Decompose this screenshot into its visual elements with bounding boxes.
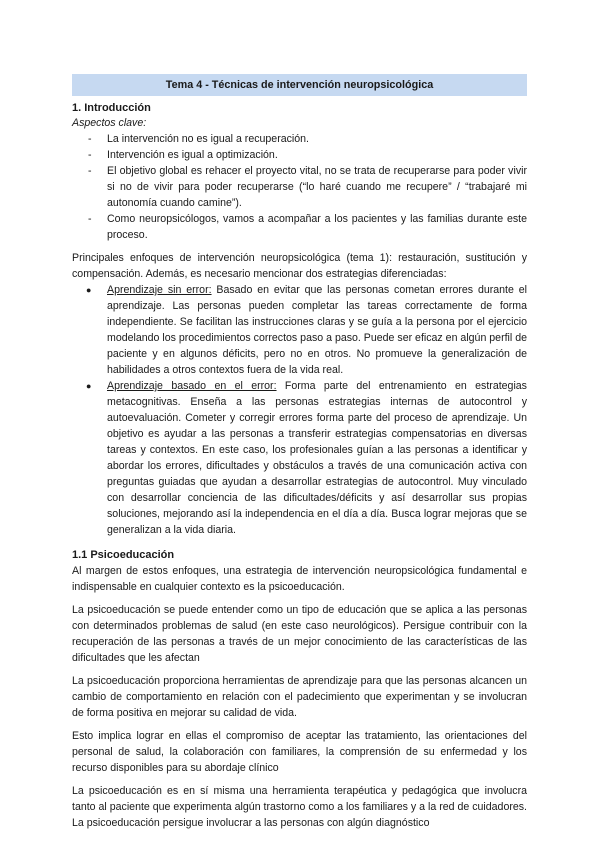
dash-marker: - xyxy=(88,133,92,145)
list-item xyxy=(86,282,528,378)
paragraph: Esto implica lograr en ellas el compromiso de aceptar las tratamiento, las orientaciones del personal de salud, la colaboración con familiares, la comprensión de su enfermedad y los recurso disponibles para su abordaje clínico xyxy=(72,730,527,774)
bullet-marker: ● xyxy=(86,381,92,391)
list-item-text: La intervención no es igual a recuperación. xyxy=(107,133,310,145)
strategy-term: Aprendizaje basado en el error: xyxy=(107,380,277,392)
strategy-text: Forma parte del entrenamiento en estrategias metacognitivas. Enseña a las personas estrategias internas de autocontrol y autoevaluación. Cometer y corregir errores forma parte del proceso de aprendizaje. Un objetivo es ayudar a las personas a transferir estrategias compensatorias en diversas tareas y contextos. En este caso, los profesionales guían a las personas a identificar y abordar los errores, dificultades y obstáculos a través de una comunicación activa con preguntas guiadas que ayudan a desarrollar estrategias de autocontrol. Muy vinculado con desarrollar conciencia de las dificultades/déficits y así desarrollar sus propias soluciones, mejorando así la independencia en el día a día. Busca lograr mejoras que se generalizan a la vida diaria. xyxy=(107,380,527,536)
bullet-marker: ● xyxy=(86,285,92,295)
section-heading-introduccion: 1. Introducción xyxy=(72,102,151,114)
list-item-text: Intervención es igual a optimización. xyxy=(107,149,278,161)
document-page xyxy=(72,74,527,831)
section-heading-psicoeducacion: 1.1 Psicoeducación xyxy=(72,549,175,561)
subheading-aspectos-clave: Aspectos clave: xyxy=(72,117,147,129)
intro-paragraph: Principales enfoques de intervención neuropsicológica (tema 1): restauración, sustitución y compensación. Además, es necesario mencionar dos estrategias diferenciadas: xyxy=(72,252,527,280)
strategies-list xyxy=(72,282,527,538)
paragraph: Al margen de estos enfoques, una estrategia de intervención neuropsicológica fundamental e indispensable en cualquier contexto es la psicoeducación. xyxy=(72,565,527,593)
list-item-text: Como neuropsicólogos, vamos a acompañar a los pacientes y las familias durante este proceso. xyxy=(107,213,527,241)
paragraph: La psicoeducación es en sí misma una herramienta terapéutica y pedagógica que involucra tanto al paciente que experimenta algún trastorno como a los familiares y a la red de cuidadores. La psicoeducación persigue involucrar a las personas con algún diagnóstico xyxy=(72,785,527,829)
list-item xyxy=(88,131,527,147)
strategy-term: Aprendizaje sin error: xyxy=(107,284,212,296)
list-item-text: El objetivo global es rehacer el proyecto vital, no se trata de recuperarse para poder vivir si no de vivir para poder recuperarse (“lo haré cuando me recupere” / “trabajaré mi autonomía cuando camine”). xyxy=(107,165,527,209)
list-item xyxy=(86,378,527,538)
document-title: Tema 4 - Técnicas de intervención neuropsicológica xyxy=(72,74,527,96)
dash-marker: - xyxy=(88,213,92,225)
dash-marker: - xyxy=(88,165,92,177)
list-item xyxy=(88,147,527,163)
strategy-text: Basado en evitar que las personas cometan errores durante el aprendizaje. Las personas pueden completar las tareas correctamente de forma independiente. Se facilitan las instrucciones claras y se guía a la persona por el ejercicio modelando los procedimientos correctos paso a paso. Puede ser eficaz en algún perfil de paciente y en algunos déficits, pero no en otros. No promueve la generalización de habilidades a otros contextos fuera de la vida real. xyxy=(107,284,528,376)
dash-marker: - xyxy=(88,149,92,161)
paragraph: La psicoeducación proporciona herramientas de aprendizaje para que las personas alcancen un cambio de comportamiento en relación con el padecimiento que experimentan y se involucran de forma positiva en mejorar su calidad de vida. xyxy=(72,675,527,719)
paragraph: La psicoeducación se puede entender como un tipo de educación que se aplica a las personas con determinados problemas de salud (en este caso neurológicos). Persigue contribuir con la recuperación de las personas a través de un mejor conocimiento de las características de las dificultades que les afectan xyxy=(72,604,527,664)
key-aspects-list xyxy=(72,131,527,243)
list-item xyxy=(88,163,527,211)
list-item xyxy=(88,211,527,243)
